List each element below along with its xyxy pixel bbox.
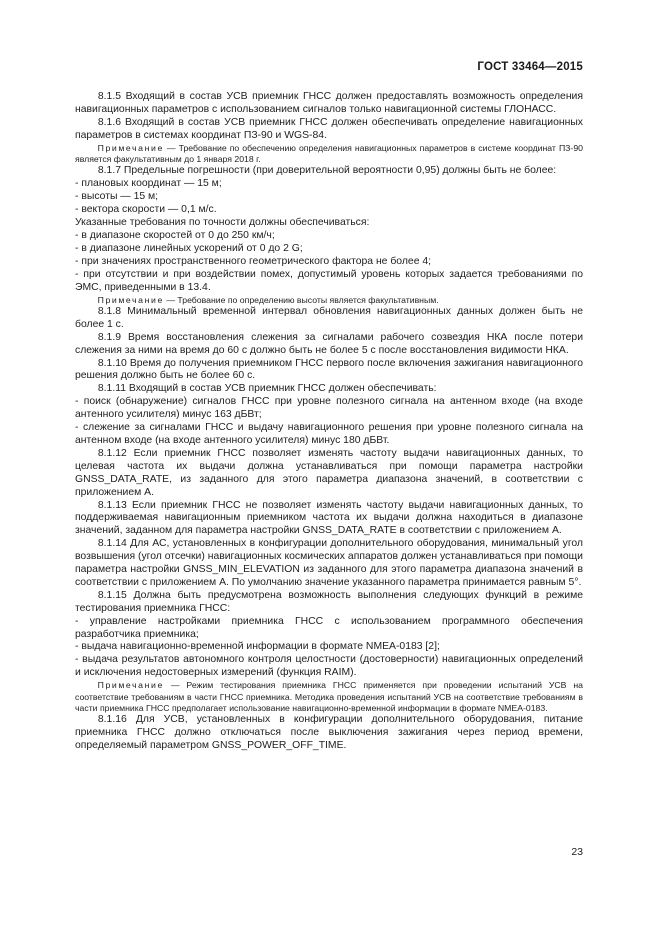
list-item: - вектора скорости — 0,1 м/с. [75,204,217,216]
list-item: - высоты — 15 м; [75,191,159,203]
list-item: - выдача результатов автономного контроля целостности (достоверности) навигационных определений и исключения недостоверных измерений (функция RAIM). [75,654,583,679]
note-text: — Режим тестирования приемника ГНСС применяется при проведении испытаний УСВ на соответствие требованиям в части ГНСС приемника. Методика проведения испытаний УСВ на соответствие требованиям в части приемника ГНСС предполагает использование навигационно-временной информации в формате NMEA-0183. [75,680,583,713]
list-item: - в диапазоне линейных ускорений от 0 до 2 G; [75,242,303,254]
document-body [75,91,583,753]
clause-8-1-6: 8.1.6 Входящий в состав УСВ приемник ГНСС должен обеспечивать определение навигационных параметров в системах координат ПЗ-90 и WGS-84. [75,116,583,141]
note-text: — Требование по обеспечению определения навигационных параметров в системе координат ПЗ-90 является факультативным до 1 января 2018 г. [75,142,583,165]
note-3 [75,680,583,714]
clause-8-1-10: 8.1.10 Время до получения приемником ГНСС первого после включения зажигания навигационного решения должно быть не более 60 с. [75,357,583,382]
clause-8-1-13: 8.1.13 Если приемник ГНСС не позволяет изменять частоту выдачи навигационных данных, то поддерживаемая навигационным приемником частота их выдачи должна находиться в диапазоне значений, заданном для параметра настройки GNSS_DATA_RATE в соответствии с приложением А. [75,499,583,537]
list-item: - плановых координат — 15 м; [75,178,222,190]
standard-code: ГОСТ 33464—2015 [477,61,583,73]
note-1 [75,143,583,166]
clause-8-1-14: 8.1.14 Для АС, установленных в конфигурации дополнительного оборудования, минимальный угол возвышения (угол отсечки) навигационных космических аппаратов должен устанавливаться при помощи параметра настройки GNSS_MIN_ELEVATION из заданного для этого параметра диапазона значений в соответствии с приложением А. По умолчанию значение указанного параметра принимается равным 5°. [75,538,583,588]
list-item: - управление настройками приемника ГНСС с использованием программного обеспечения разработчика приемника; [75,615,583,640]
clause-8-1-15: 8.1.15 Должна быть предусмотрена возможность выполнения следующих функций в режиме тестирования приемника ГНСС: [75,589,583,614]
clause-8-1-9: 8.1.9 Время восстановления слежения за сигналами рабочего созвездия НКА после потери слежения за ними на время до 60 с должно быть не более 5 с после восстановления видимости НКА. [75,331,583,356]
list-item: - слежение за сигналами ГНСС и выдачу навигационного решения при уровне полезного сигнала на антенном входе (на входе антенного усилителя) минус 180 дБВт. [75,422,583,446]
list-item: - выдача навигационно-временной информации в формате NMEA-0183 [2]; [75,641,440,653]
clause-8-1-12: 8.1.12 Если приемник ГНСС позволяет изменять частоту выдачи навигационных данных, то целевая частота их выдачи должна устанавливаться при помощи параметра настройки GNSS_DATA_RATE, из заданного для этого параметра диапазона значений, в соответствии с приложением А. [75,447,583,498]
clause-8-1-7: 8.1.7 Предельные погрешности (при доверительной вероятности 0,95) должны быть не более: [97,165,557,177]
clause-8-1-5: 8.1.5 Входящий в состав УСВ приемник ГНСС должен предоставлять возможность определения навигационных параметров с использованием сигналов только навигационной системы ГЛОНАСС. [75,91,583,115]
list-item: - при значениях пространственного геометрического фактора не более 4; [75,255,432,267]
clause-8-1-16: 8.1.16 Для УСВ, установленных в конфигурации дополнительного оборудования, питание приемника ГНСС должно отключаться после выключения зажигания через период времени, определяемый параметром GNSS_POWER_OFF_TIME. [75,714,583,752]
note-label: Примечание [97,142,164,153]
clause-8-1-11: 8.1.11 Входящий в состав УСВ приемник ГНСС должен обеспечивать: [97,383,437,395]
list-item: - поиск (обнаружение) сигналов ГНСС при уровне полезного сигнала на антенном входе (на входе антенного усилителя) минус 163 дБВт; [75,396,583,421]
page-number: 23 [571,846,583,858]
note-label: Примечание [97,680,164,691]
list-item: - в диапазоне скоростей от 0 до 250 км/ч; [75,229,275,241]
list-item: - при отсутствии и при воздействии помех, допустимый уровень которых задается требованиями по ЭМС, приведенными в 13.4. [75,268,583,293]
clause-8-1-8: 8.1.8 Минимальный временной интервал обновления навигационных данных должен быть не более 1 с. [75,305,583,330]
note-label: Примечание [97,294,164,305]
accuracy-intro: Указанные требования по точности должны обеспечиваться: [75,217,370,229]
note-2 [75,295,583,306]
note-text: — Требование по определению высоты является факультативным. [163,294,439,305]
